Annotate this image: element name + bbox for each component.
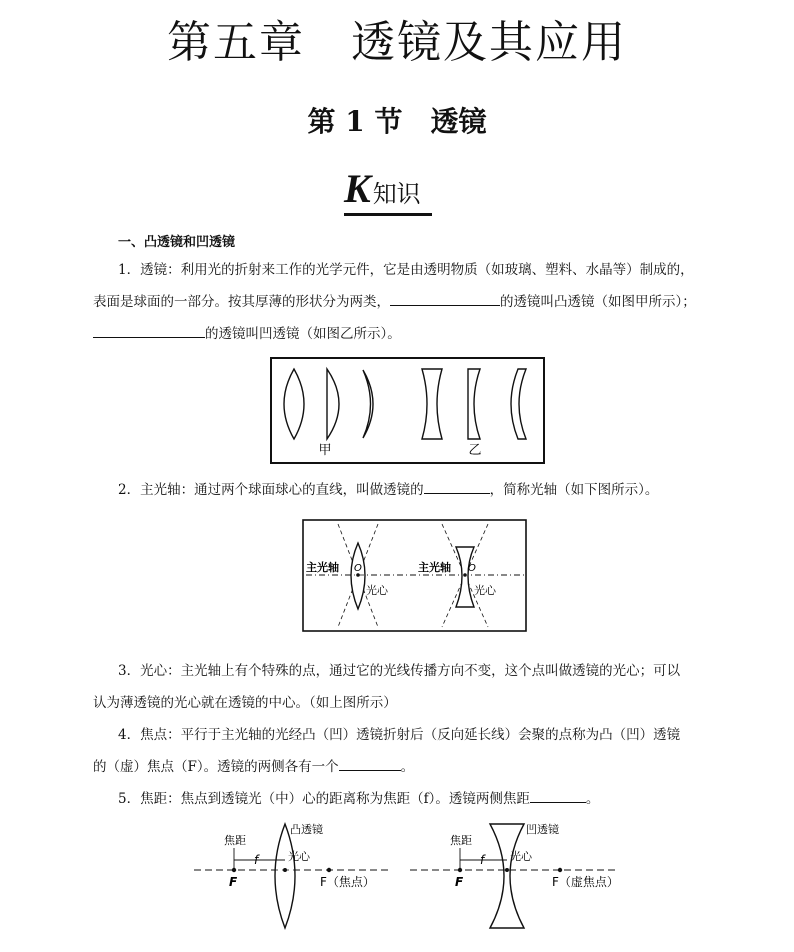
chapter-title: 第五章 透镜及其应用 xyxy=(167,17,627,68)
o-label-left: O xyxy=(354,563,362,574)
p3-line2: 认为薄透镜的光心就在透镜的中心。（如上图所示） xyxy=(93,695,397,711)
principal-axis-figure xyxy=(302,519,528,633)
knowledge-heading-word: 知识 xyxy=(372,180,421,208)
focal-point-dot xyxy=(327,868,331,872)
optical-center-dot xyxy=(505,868,509,872)
axis-label-left: 主光轴 xyxy=(306,561,339,574)
concave-lens-label: 凹透镜 xyxy=(526,823,559,836)
focal-length-figure xyxy=(190,818,620,934)
answer-blank xyxy=(93,323,205,338)
focal-point-dot xyxy=(558,868,562,872)
convex-lens xyxy=(275,824,295,928)
virtual-focus-label: F（虚焦点） xyxy=(552,875,619,889)
biconcave-lens xyxy=(422,369,442,439)
focal-length-label: 焦距 xyxy=(450,834,472,847)
p1-line3 xyxy=(93,318,401,351)
answer-blank xyxy=(530,788,586,803)
F-label-left: F xyxy=(229,875,238,889)
concave-lens xyxy=(456,547,474,607)
plano-convex-lens xyxy=(327,369,339,439)
p5-line xyxy=(118,783,599,816)
convex-lens-label: 凸透镜 xyxy=(290,823,323,836)
p4-line2-text-before: 的（虚）焦点（F）。透镜的两侧各有一个 xyxy=(93,759,339,775)
p4-line2 xyxy=(93,751,414,784)
optical-center-dot xyxy=(463,573,467,577)
center-label: 光心 xyxy=(510,850,532,863)
focus-label: F（焦点） xyxy=(320,875,375,889)
p2-line xyxy=(118,474,658,507)
concave-lens xyxy=(490,824,524,928)
knowledge-heading-letter: K xyxy=(344,166,371,211)
p4-line1: 4．焦点：平行于主光轴的光经凸（凹）透镜折射后（反向延长线）会聚的点称为凸（凹）透镜 xyxy=(118,727,681,743)
center-label-left: 光心 xyxy=(366,584,388,597)
center-label: 光心 xyxy=(288,850,310,863)
F-label-left: F xyxy=(455,875,464,889)
f-label: f xyxy=(480,853,485,867)
biconvex-lens xyxy=(284,369,304,439)
o-label-right: O xyxy=(468,563,476,574)
p2-text-before: 2．主光轴：通过两个球面球心的直线，叫做透镜的 xyxy=(118,482,424,498)
p5-text-after: 。 xyxy=(585,791,600,807)
p3-line1: 3．光心：主光轴上有个特殊的点，通过它的光线传播方向不变，这个点叫做透镜的光心；可以 xyxy=(118,663,681,679)
knowledge-heading-underline xyxy=(344,213,432,216)
p1-line2-text-before: 表面是球面的一部分。按其厚薄的形状分为两类， xyxy=(93,294,390,310)
p1-line1: 1．透镜：利用光的折射来工作的光学元件，它是由透明物质（如玻璃、塑料、水晶等）制成的， xyxy=(118,262,694,278)
answer-blank xyxy=(390,291,500,306)
plano-concave-lens xyxy=(468,369,480,439)
subheading-lens-types: 一、凸透镜和凹透镜 xyxy=(118,235,236,250)
label-yi: 乙 xyxy=(468,443,482,458)
p1-line2 xyxy=(93,286,696,319)
knowledge-heading xyxy=(344,165,421,212)
section-title: 第 1 节 透镜 xyxy=(307,105,487,138)
p4-line2-text-after: 。 xyxy=(400,759,415,775)
p5-text-before: 5．焦距：焦点到透镜光（中）心的距离称为焦距（f）。透镜两侧焦距 xyxy=(118,791,530,807)
answer-blank xyxy=(424,479,490,494)
meniscus-convex-lens xyxy=(363,370,373,438)
meniscus-concave-lens xyxy=(511,369,526,439)
label-jia: 甲 xyxy=(318,443,332,458)
p1-line3-text: 的透镜叫凹透镜（如图乙所示）。 xyxy=(205,326,401,342)
p2-text-after: ，简称光轴（如下图所示）。 xyxy=(489,482,659,498)
answer-blank xyxy=(339,756,401,771)
axis-label-right: 主光轴 xyxy=(418,561,451,574)
focal-length-label: 焦距 xyxy=(224,834,246,847)
f-label: f xyxy=(254,853,259,867)
figure-frame xyxy=(271,358,544,463)
lens-types-figure xyxy=(270,357,546,465)
center-label-right: 光心 xyxy=(474,584,496,597)
optical-center-dot xyxy=(283,868,287,872)
p1-line2-text-after: 的透镜叫凸透镜（如图甲所示）； xyxy=(500,294,696,310)
